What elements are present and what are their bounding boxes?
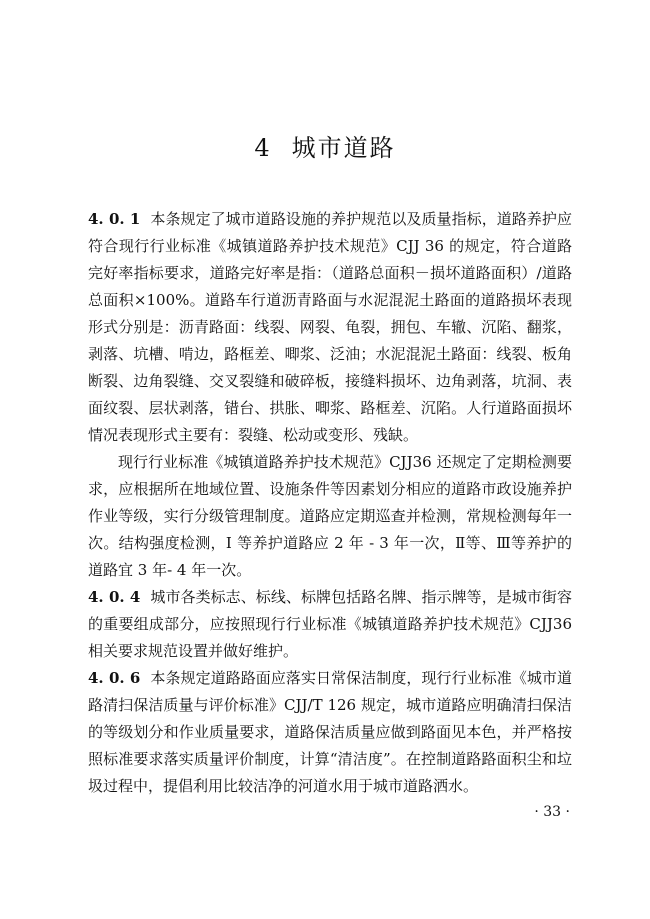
paragraph-text: 城市各类标志、标线、标牌包括路名牌、指示牌等，是城市街容的重要组成部分，应按照现行行业标准《城镇道路养护技术规范》CJJ36 相关要求规范设置并做好维护。 [88, 588, 572, 660]
chapter-title [0, 128, 650, 163]
paragraph-4-0-1 [88, 206, 572, 449]
clause-number: 4. 0. 4 [88, 588, 141, 606]
chapter-number: 4 [254, 134, 272, 162]
paragraph-text: 本条规定道路路面应落实日常保洁制度，现行行业标准《城市道路清扫保洁质量与评价标准》CJJ/T 126 规定，城市道路应明确清扫保洁的等级划分和作业质量要求，道路保洁质量应做到路面见本色，并严格按照标准要求落实质量评价制度，计算“清洁度”。在控制道路路面积尘和垃圾过程中，提倡利用比较洁净的河道水用于城市道路洒水。 [88, 669, 572, 795]
paragraph-4-0-6 [88, 665, 572, 800]
paragraph-text: 现行行业标准《城镇道路养护技术规范》CJJ36 还规定了定期检测要求，应根据所在地域位置、设施条件等因素划分相应的道路市政设施养护作业等级，实行分级管理制度。道路应定期巡查并检测，常规检测每年一次。结构强度检测，Ⅰ 等养护道路应 2 年 - 3 年一次，Ⅱ等、Ⅲ等养护的道路宜 3 年- 4 年一次。 [88, 453, 572, 579]
paragraph-text: 本条规定了城市道路设施的养护规范以及质量指标，道路养护应符合现行行业标准《城镇道路养护技术规范》CJJ 36 的规定，符合道路完好率指标要求，道路完好率是指：（道路总面积－损坏道路面积）/道路总面积×100%。道路车行道沥青路面与水泥混泥土路面的道路损坏表现形式分别是：沥青路面：线裂、网裂、龟裂，拥包、车辙、沉陷、翻浆，剥落、坑槽、啃边，路框差、唧浆、泛油；水泥混泥土路面：线裂、板角断裂、边角裂缝、交叉裂缝和破碎板，接缝料损坏、边角剥落，坑洞、表面纹裂、层状剥落，错台、拱胀、唧浆、路框差、沉陷。人行道路面损坏情况表现形式主要有：裂缝、松动或变形、残缺。 [88, 210, 572, 444]
page-number: · 33 · [534, 804, 570, 820]
paragraph-continuation [88, 449, 572, 584]
body-text [88, 206, 572, 800]
chapter-title-text: 城市道路 [291, 134, 396, 162]
clause-number: 4. 0. 6 [88, 669, 141, 687]
clause-number: 4. 0. 1 [88, 210, 141, 228]
paragraph-4-0-4 [88, 584, 572, 665]
